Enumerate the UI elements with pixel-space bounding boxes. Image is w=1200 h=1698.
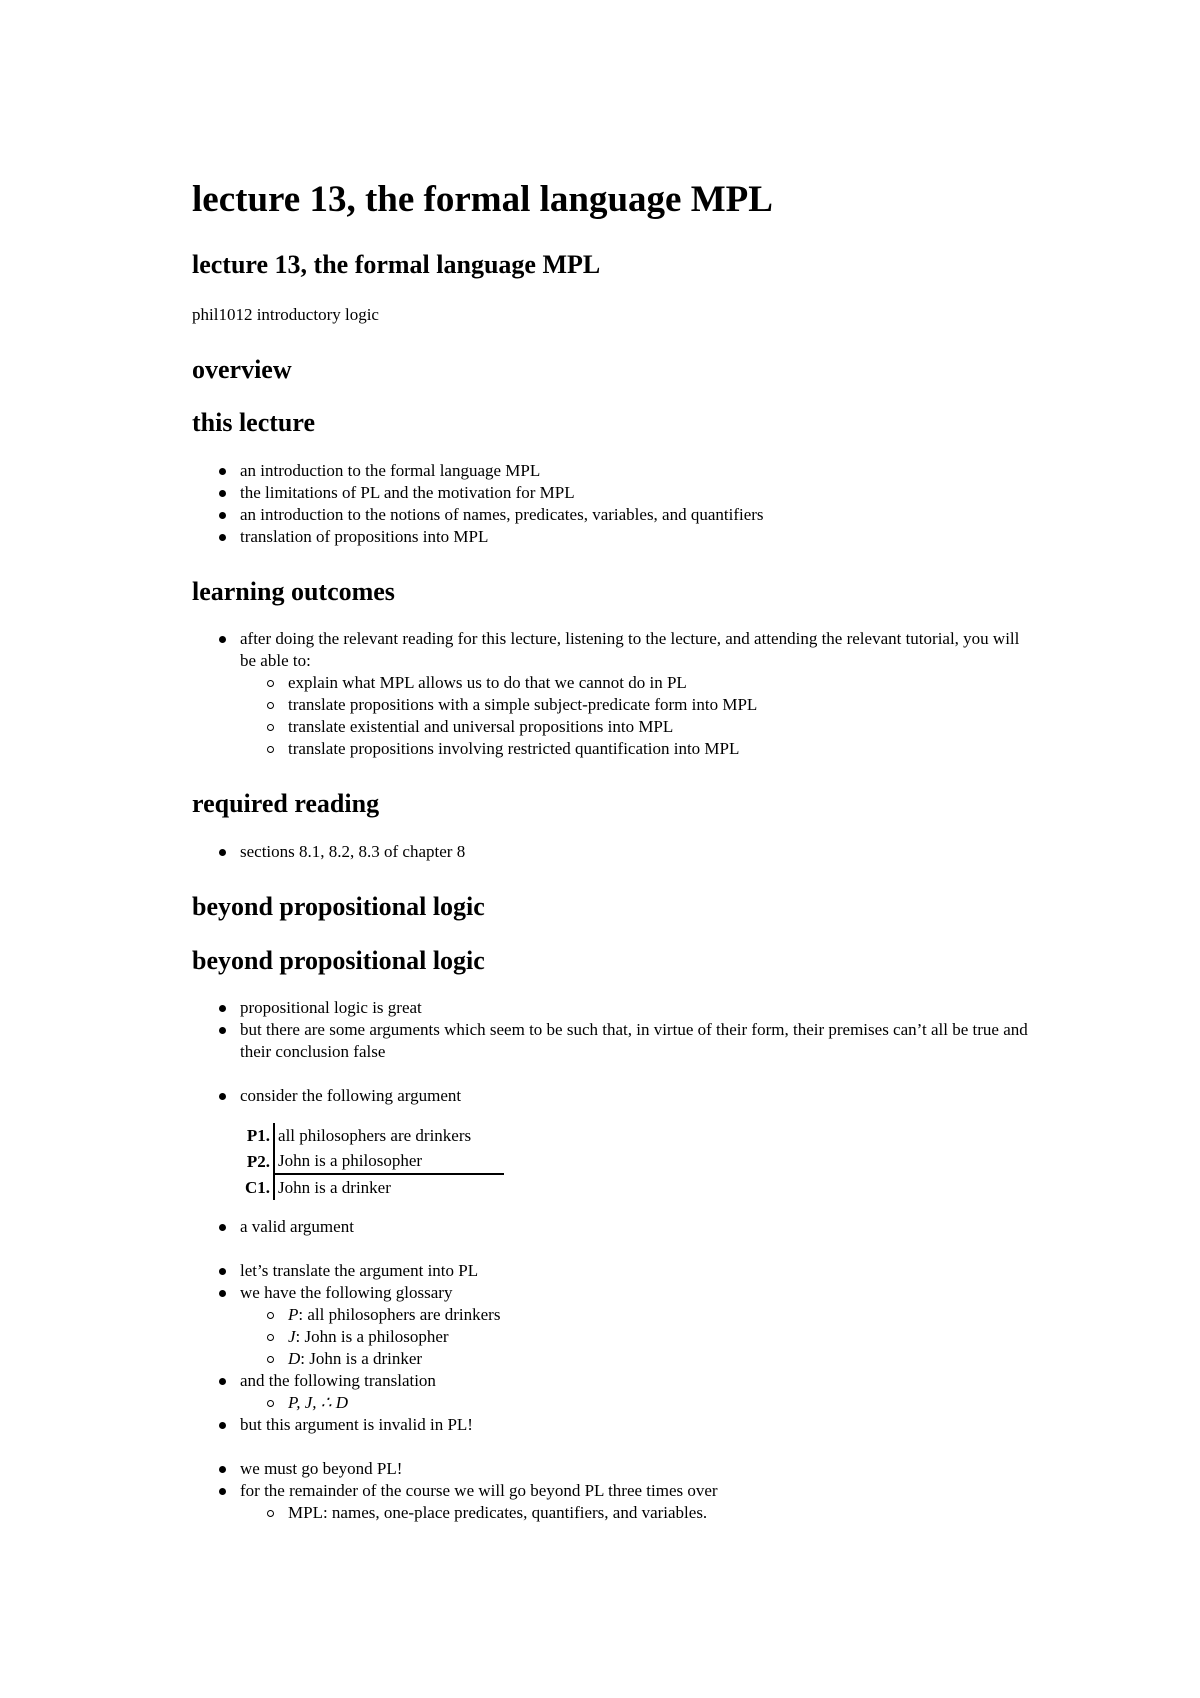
beyond-list-a xyxy=(192,997,1032,1063)
list-item: we must go beyond PL! xyxy=(192,1458,1032,1480)
list-item: explain what MPL allows us to do that we cannot do in PL xyxy=(240,672,1032,694)
beyond-list-translation xyxy=(192,1260,1032,1436)
beyond-list-valid xyxy=(192,1216,1032,1238)
list-item: consider the following argument xyxy=(192,1085,1032,1107)
argument-text: John is a drinker xyxy=(278,1178,391,1198)
learning-outcomes-list xyxy=(192,628,1032,760)
list-item: a valid argument xyxy=(192,1216,1032,1238)
required-reading-list xyxy=(192,841,1032,863)
list-item: translate propositions involving restricted quantification into MPL xyxy=(240,738,1032,760)
argument-label: C1. xyxy=(243,1174,274,1200)
list-item: but this argument is invalid in PL! xyxy=(192,1414,1032,1436)
translation-formula: P, J, ∴ D xyxy=(288,1393,349,1413)
overview-heading: overview xyxy=(192,354,292,384)
list-item xyxy=(192,628,1032,760)
page-title: lecture 13, the formal language MPL xyxy=(192,179,773,220)
glossary-text: : John is a drinker xyxy=(300,1349,423,1369)
list-item: sections 8.1, 8.2, 8.3 of chapter 8 xyxy=(192,841,1032,863)
document-page xyxy=(192,180,1032,1524)
argument-label: P1. xyxy=(243,1123,274,1148)
list-item: an introduction to the notions of names, predicates, variables, and quantifiers xyxy=(192,504,1032,526)
list-item xyxy=(240,1392,1032,1414)
list-item: the limitations of PL and the motivation for MPL xyxy=(192,482,1032,504)
course-name: phil1012 introductory logic xyxy=(192,305,379,325)
outcomes-sublist xyxy=(240,672,1032,760)
sentence-letter: D xyxy=(288,1349,301,1369)
this-lecture-list xyxy=(192,460,1032,548)
argument-text: all philosophers are drinkers xyxy=(278,1126,472,1146)
beyond-list-final xyxy=(192,1458,1032,1524)
glossary-item xyxy=(240,1348,1032,1370)
list-item: let’s translate the argument into PL xyxy=(192,1260,1032,1282)
list-item xyxy=(192,1480,1032,1524)
list-item: translation of propositions into MPL xyxy=(192,526,1032,548)
argument-table xyxy=(243,1123,1032,1200)
learning-outcomes-heading: learning outcomes xyxy=(192,576,395,606)
glossary-text: : John is a philosopher xyxy=(295,1327,449,1347)
list-item: but there are some arguments which seem to be such that, in virtue of their form, their premises can’t all be true and their conclusion false xyxy=(192,1019,1032,1063)
remainder-text: for the remainder of the course we will go beyond PL three times over xyxy=(240,1481,718,1501)
glossary-list xyxy=(240,1304,1032,1370)
argument-label: P2. xyxy=(243,1148,274,1174)
list-item xyxy=(192,1370,1032,1414)
glossary-intro: we have the following glossary xyxy=(240,1283,453,1303)
glossary-text: : all philosophers are drinkers xyxy=(298,1305,501,1325)
argument-premise-1 xyxy=(243,1123,504,1148)
list-item: an introduction to the formal language MPL xyxy=(192,460,1032,482)
sentence-letter: P xyxy=(288,1305,299,1325)
list-item: propositional logic is great xyxy=(192,997,1032,1019)
translation-list xyxy=(240,1392,1032,1414)
translation-intro: and the following translation xyxy=(240,1371,436,1391)
argument-premise-2 xyxy=(243,1148,504,1174)
lecture-heading: lecture 13, the formal language MPL xyxy=(192,249,601,279)
glossary-item xyxy=(240,1326,1032,1348)
beyond-heading: beyond propositional logic xyxy=(192,945,485,975)
this-lecture-heading: this lecture xyxy=(192,408,315,438)
argument-conclusion xyxy=(243,1174,504,1200)
required-reading-heading: required reading xyxy=(192,789,380,819)
beyond-list-consider xyxy=(192,1085,1032,1107)
sentence-letter: J xyxy=(288,1327,296,1347)
list-item: MPL: names, one-place predicates, quantifiers, and variables. xyxy=(240,1502,1032,1524)
outcomes-intro: after doing the relevant reading for this lecture, listening to the lecture, and attending the relevant tutorial, you will be able to: xyxy=(240,629,1020,671)
list-item xyxy=(192,1282,1032,1370)
section-heading-beyond: beyond propositional logic xyxy=(192,892,485,922)
list-item: translate existential and universal propositions into MPL xyxy=(240,716,1032,738)
argument-text: John is a philosopher xyxy=(274,1148,504,1174)
glossary-item xyxy=(240,1304,1032,1326)
list-item: translate propositions with a simple subject-predicate form into MPL xyxy=(240,694,1032,716)
remainder-sublist xyxy=(240,1502,1032,1524)
